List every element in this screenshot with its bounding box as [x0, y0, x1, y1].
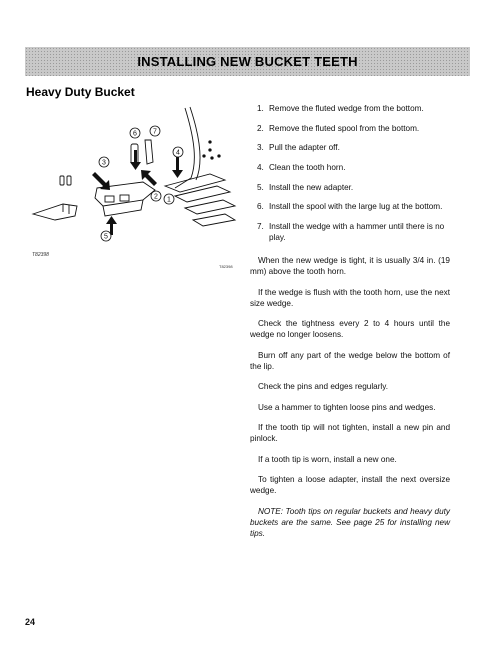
step-item [257, 201, 457, 212]
instructions-body [250, 255, 450, 548]
header-banner [25, 47, 470, 76]
step-item [257, 182, 457, 193]
page-number: 24 [25, 617, 36, 627]
note-paragraph: NOTE: Tooth tips on regular buckets and heavy duty buckets are the same. See page 25 for installing new tips. [250, 506, 450, 538]
paragraph: Use a hammer to tighten loose pins and wedges. [258, 402, 436, 412]
step-number: 1. [257, 104, 264, 113]
step-text: Pull the adapter off. [269, 143, 340, 153]
step-number: 7. [257, 222, 264, 232]
step-text: Remove the fluted spool from the bottom. [269, 123, 420, 133]
step-text: Install the new adapter. [269, 182, 354, 192]
step-item [257, 123, 457, 134]
callout-5: 5 [104, 233, 108, 241]
page-title: INSTALLING NEW BUCKET TEETH [137, 54, 358, 69]
callout-3: 3 [102, 159, 106, 167]
step-text: Install the wedge with a hammer until there is no play. [269, 222, 445, 243]
callout-4: 4 [176, 149, 180, 157]
step-text: Clean the tooth horn. [269, 163, 346, 173]
paragraph: If the tooth tip will not tighten, install a new pin and pinlock. [250, 423, 450, 443]
step-number: 6. [257, 202, 264, 212]
step-number: 2. [257, 123, 264, 133]
step-item [257, 221, 457, 243]
paragraph: If a tooth tip is worn, install a new one. [258, 454, 397, 464]
paragraph: Check the pins and edges regularly. [258, 382, 389, 391]
step-text: Install the spool with the large lug at the bottom. [269, 202, 443, 212]
bucket-teeth-diagram [25, 100, 240, 275]
paragraph: Check the tightness every 2 to 4 hours until the wedge no longer loosens. [250, 319, 450, 339]
step-number: 4. [257, 163, 264, 173]
step-item [257, 142, 457, 153]
step-number: 5. [257, 182, 264, 192]
callout-2: 2 [154, 193, 158, 201]
step-item [257, 103, 457, 114]
callout-6: 6 [133, 130, 137, 138]
step-item [257, 162, 457, 173]
section-title: Heavy Duty Bucket [26, 85, 135, 99]
figure-code-right: T82398 [219, 264, 233, 269]
step-text: Remove the fluted wedge from the bottom. [269, 104, 424, 113]
paragraph: Burn off any part of the wedge below the bottom of the lip. [250, 350, 450, 371]
paragraph: When the new wedge is tight, it is usually 3/4 in. (19 mm) above the tooth horn. [250, 256, 450, 276]
paragraph: To tighten a loose adapter, install the next oversize wedge. [250, 475, 450, 495]
step-number: 3. [257, 143, 264, 153]
callout-1: 1 [167, 196, 171, 204]
paragraph: If the wedge is flush with the tooth horn, use the next size wedge. [250, 287, 450, 308]
step-list [257, 103, 457, 252]
callout-7: 7 [153, 128, 157, 136]
figure-code-left: T82398 [32, 252, 49, 258]
